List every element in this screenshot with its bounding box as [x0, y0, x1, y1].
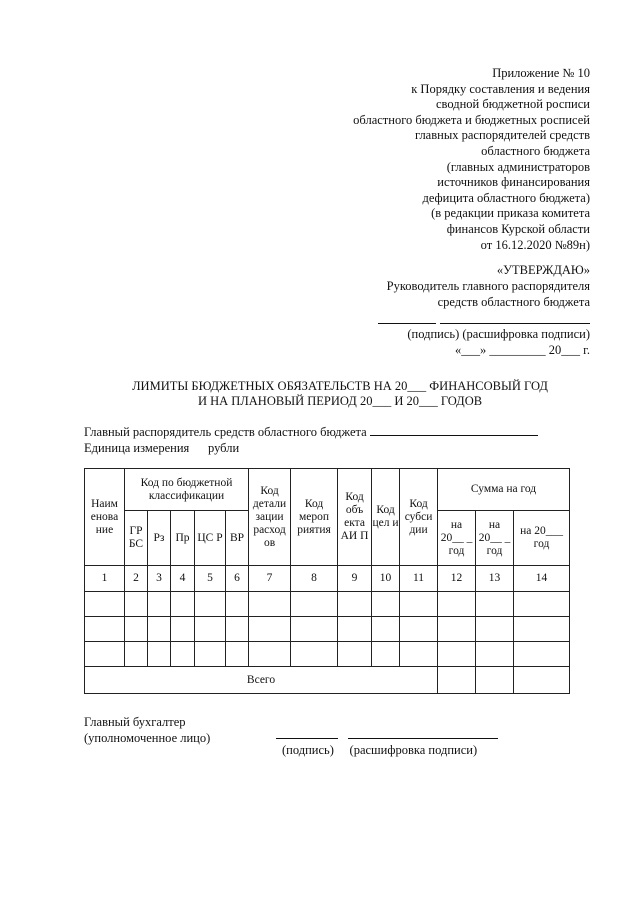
annex-line: сводной бюджетной росписи	[435, 97, 590, 112]
table-cell[interactable]	[171, 617, 195, 642]
col-number: 5	[195, 566, 226, 592]
table-cell[interactable]	[195, 617, 226, 642]
col-year1-header: на 20__ _ год	[438, 511, 476, 566]
table-row	[85, 642, 570, 667]
table-cell[interactable]	[514, 592, 570, 617]
col-rz-header: Рз	[148, 511, 171, 566]
table-cell[interactable]	[226, 617, 249, 642]
unit-value: рубли	[208, 441, 240, 455]
annex-line: (в редакции приказа комитета	[431, 206, 590, 221]
signature-decode-blank	[348, 738, 498, 739]
table-cell[interactable]	[438, 617, 476, 642]
col-vr-header: ВР	[226, 511, 249, 566]
annex-line: источников финансирования	[437, 175, 590, 190]
table-cell[interactable]	[171, 592, 195, 617]
table-cell[interactable]	[85, 592, 125, 617]
table-cell[interactable]	[171, 642, 195, 667]
table-row	[85, 617, 570, 642]
table-cell[interactable]	[291, 592, 338, 617]
table-cell[interactable]	[400, 617, 438, 642]
col-aip-code-header: Код объ екта АИ П	[338, 469, 372, 566]
col-number: 8	[291, 566, 338, 592]
signature-blank	[378, 322, 436, 324]
approve-position: средств областного бюджета	[437, 295, 590, 309]
budget-code-header: Код по бюджетной классификации	[125, 469, 249, 511]
table-row	[85, 592, 570, 617]
col-year2-header: на 20__ _ год	[476, 511, 514, 566]
table-cell[interactable]	[125, 642, 148, 667]
annex-line: Приложение № 10	[492, 66, 590, 80]
footer-signatures	[84, 714, 210, 746]
annex-line: финансов Курской области	[446, 221, 590, 236]
table-cell[interactable]	[249, 592, 291, 617]
table-cell[interactable]	[372, 592, 400, 617]
manager-row	[84, 424, 538, 440]
approval-block	[290, 262, 590, 358]
approve-signature-lines	[290, 310, 590, 324]
approve-stamp: «УТВЕРЖДАЮ»	[496, 263, 590, 277]
table-cell[interactable]	[148, 617, 171, 642]
col-goal-code-header: Код цел и	[372, 469, 400, 566]
table-cell[interactable]	[372, 617, 400, 642]
annex-line: (главных администраторов	[446, 159, 590, 174]
col-number: 14	[514, 566, 570, 592]
table-cell[interactable]	[291, 617, 338, 642]
table-cell[interactable]	[226, 592, 249, 617]
unit-label: Единица измерения	[84, 441, 190, 455]
table-cell[interactable]	[476, 617, 514, 642]
table-cell[interactable]	[85, 617, 125, 642]
manager-label: Главный распорядитель средств областного бюджета	[84, 425, 367, 439]
col-number: 12	[438, 566, 476, 592]
signature-decode-blank	[440, 322, 590, 324]
table-cell[interactable]	[372, 642, 400, 667]
form-meta	[84, 424, 538, 456]
total-cell[interactable]	[438, 667, 476, 694]
col-year3-header: на 20___ год	[514, 511, 570, 566]
annex-header	[290, 66, 590, 253]
limits-table	[84, 468, 570, 694]
annex-line: главных распорядителей средств	[414, 128, 590, 143]
total-cell[interactable]	[514, 667, 570, 694]
table-cell[interactable]	[338, 592, 372, 617]
manager-blank	[370, 424, 538, 436]
caption-sign: (подпись)	[282, 743, 334, 757]
table-cell[interactable]	[195, 642, 226, 667]
col-number: 3	[148, 566, 171, 592]
unit-row	[84, 440, 538, 456]
footer-signature-caption	[282, 743, 477, 758]
annex-line: дефицита областного бюджета)	[422, 190, 590, 205]
col-number: 4	[171, 566, 195, 592]
col-grbs-header: ГР БС	[125, 511, 148, 566]
column-numbers-row	[85, 566, 570, 592]
col-name-header: Наим енова ние	[85, 469, 125, 566]
table-cell[interactable]	[514, 642, 570, 667]
col-number: 7	[249, 566, 291, 592]
table-cell[interactable]	[438, 642, 476, 667]
table-cell[interactable]	[338, 642, 372, 667]
table-cell[interactable]	[125, 592, 148, 617]
col-number: 2	[125, 566, 148, 592]
col-measure-code-header: Код мероп риятия	[291, 469, 338, 566]
approve-date: «___» _________ 20___ г.	[455, 343, 590, 357]
footer-signature-lines	[276, 738, 498, 740]
accountant-sublabel: (уполномоченное лицо)	[84, 731, 211, 745]
col-number: 10	[372, 566, 400, 592]
table-cell[interactable]	[249, 617, 291, 642]
total-row	[85, 667, 570, 694]
col-number: 9	[338, 566, 372, 592]
approve-signature-caption: (подпись) (расшифровка подписи)	[407, 327, 590, 341]
table-cell[interactable]	[476, 642, 514, 667]
table-cell[interactable]	[195, 592, 226, 617]
document-title	[80, 379, 600, 409]
table-cell[interactable]	[226, 642, 249, 667]
table-cell[interactable]	[148, 592, 171, 617]
annex-line: областного бюджета и бюджетных росписей	[353, 112, 590, 127]
col-pr-header: Пр	[171, 511, 195, 566]
title-line: ЛИМИТЫ БЮДЖЕТНЫХ ОБЯЗАТЕЛЬСТВ НА 20___ ФИНАНСОВЫЙ ГОД	[132, 379, 548, 393]
table-cell[interactable]	[438, 592, 476, 617]
table-cell[interactable]	[338, 617, 372, 642]
col-number: 11	[400, 566, 438, 592]
table-cell[interactable]	[400, 642, 438, 667]
accountant-label: Главный бухгалтер	[84, 715, 186, 729]
table-cell[interactable]	[400, 592, 438, 617]
annex-line: к Порядку составления и ведения	[411, 81, 590, 96]
signature-blank	[276, 738, 338, 739]
annex-line: от 16.12.2020 №89н)	[480, 237, 590, 252]
header-row-1	[85, 469, 570, 511]
table-cell[interactable]	[291, 642, 338, 667]
col-detail-code-header: Код детали зации расход ов	[249, 469, 291, 566]
col-number: 6	[226, 566, 249, 592]
table-cell[interactable]	[85, 642, 125, 667]
col-number: 13	[476, 566, 514, 592]
table-cell[interactable]	[125, 617, 148, 642]
table-cell[interactable]	[249, 642, 291, 667]
sum-year-header: Сумма на год	[438, 469, 570, 511]
col-csr-header: ЦС Р	[195, 511, 226, 566]
annex-line: областного бюджета	[481, 143, 590, 158]
table-cell[interactable]	[514, 617, 570, 642]
total-label: Всего	[85, 667, 438, 694]
table-cell[interactable]	[476, 592, 514, 617]
title-line: И НА ПЛАНОВЫЙ ПЕРИОД 20___ И 20___ ГОДОВ	[197, 394, 483, 408]
approve-position: Руководитель главного распорядителя	[386, 279, 590, 293]
col-number: 1	[85, 566, 125, 592]
total-cell[interactable]	[476, 667, 514, 694]
col-subsidy-code-header: Код субси дии	[400, 469, 438, 566]
caption-decode: (расшифровка подписи)	[349, 743, 478, 757]
table-cell[interactable]	[148, 642, 171, 667]
